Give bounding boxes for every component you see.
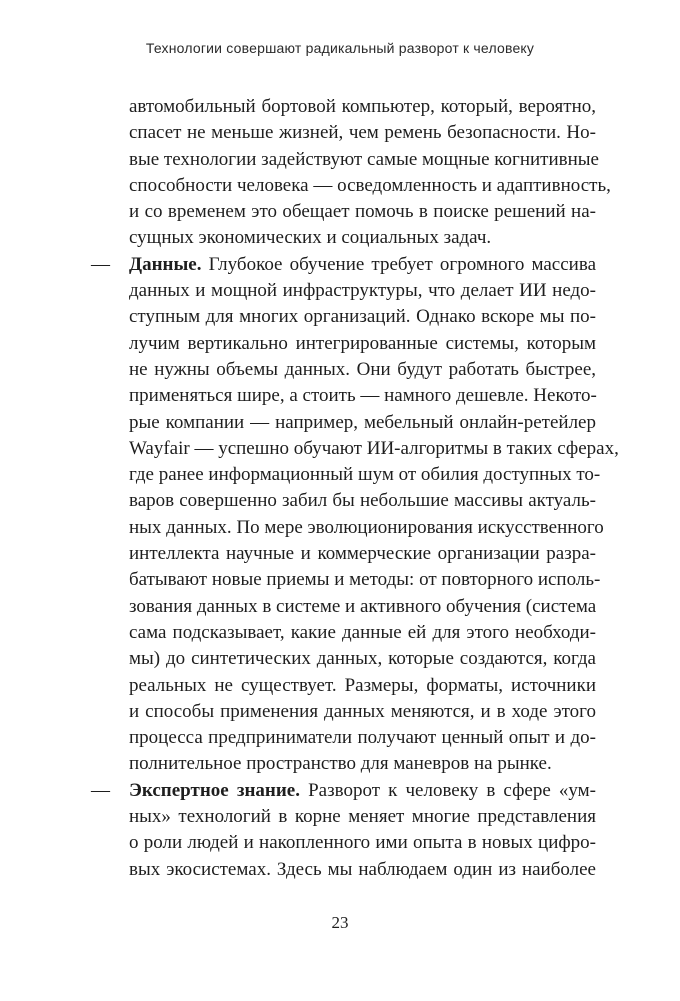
page-number: 23 — [331, 913, 349, 932]
item-first-line-rest: Разворот к человеку в сфере «ум- — [308, 779, 596, 801]
text-line: спасет не меньше жизней, чем ремень безопасности. Но- — [129, 122, 596, 144]
text-line: где ранее информационный шум от обилия доступных то- — [129, 464, 601, 486]
text-line: интеллекта научные и коммерческие организации разра- — [129, 543, 596, 565]
text-line: реальных не существует. Размеры, форматы, источники — [129, 674, 596, 696]
text-line: процесса предприниматели получают ценный опыт и до- — [129, 727, 596, 749]
text-line: сущных экономических и социальных задач. — [129, 227, 492, 249]
list-item-data — [91, 252, 619, 778]
text-line: о роли людей и накопленного ими опыта в новых цифро- — [129, 832, 596, 854]
text-line: Wayfair — успешно обучают ИИ-алгоритмы в таких сферах, — [129, 437, 619, 459]
item-term: Экспертное знание. — [129, 779, 300, 801]
text-line — [129, 252, 596, 278]
page-body — [91, 94, 619, 883]
continued-paragraph — [91, 94, 611, 252]
text-line: не нужны объемы данных. Они будут работать быстрее, — [129, 358, 596, 380]
list-item-expertise — [91, 778, 596, 883]
em-dash-bullet: — — [91, 253, 110, 275]
text-line: способности человека — осведомленность и адаптивность, — [129, 174, 611, 196]
item-first-line-rest: Глубокое обучение требует огромного массива — [208, 253, 596, 275]
text-line: автомобильный бортовой компьютер, который, вероятно, — [129, 96, 596, 117]
item-term: Данные. — [129, 253, 202, 275]
text-line: применяться шире, а стоить — намного дешевле. Некото- — [129, 385, 597, 407]
text-line: батывают новые приемы и методы: от повторного исполь- — [129, 569, 601, 591]
text-line: и со временем это обещает помочь в поиске решений на- — [129, 201, 596, 223]
text-line: сама подсказывает, какие данные ей для этого необходи- — [129, 621, 596, 643]
running-head: Технологии совершают радикальный разворот к человеку — [145, 40, 535, 56]
text-line: вых экосистемах. Здесь мы наблюдаем один из наиболее — [129, 858, 596, 880]
text-line: и способы применения данных меняются, и в ходе этого — [129, 700, 596, 722]
text-line: ных данных. По мере эволюционирования искусственного — [129, 516, 604, 538]
text-line: мы) до синтетических данных, которые создаются, когда — [129, 648, 596, 670]
text-line: ных» технологий в корне меняет многие представления — [129, 806, 596, 828]
text-line: лучим вертикально интегрированные системы, которым — [129, 332, 596, 354]
text-line: вые технологии задействуют самые мощные когнитивные — [129, 148, 599, 170]
text-line: варов совершенно забил бы небольшие массивы актуаль- — [129, 490, 596, 512]
em-dash-bullet: — — [91, 779, 110, 801]
text-line: рые компании — например, мебельный онлайн-ретейлер — [129, 411, 596, 433]
text-line: зования данных в системе и активного обучения (система — [129, 595, 597, 617]
text-line — [129, 778, 596, 804]
text-line: полнительное пространство для маневров на рынке. — [129, 753, 552, 775]
text-line: ступным для многих организаций. Однако вскоре мы по- — [129, 306, 596, 328]
text-line: данных и мощной инфраструктуры, что делает ИИ недо- — [129, 280, 596, 302]
